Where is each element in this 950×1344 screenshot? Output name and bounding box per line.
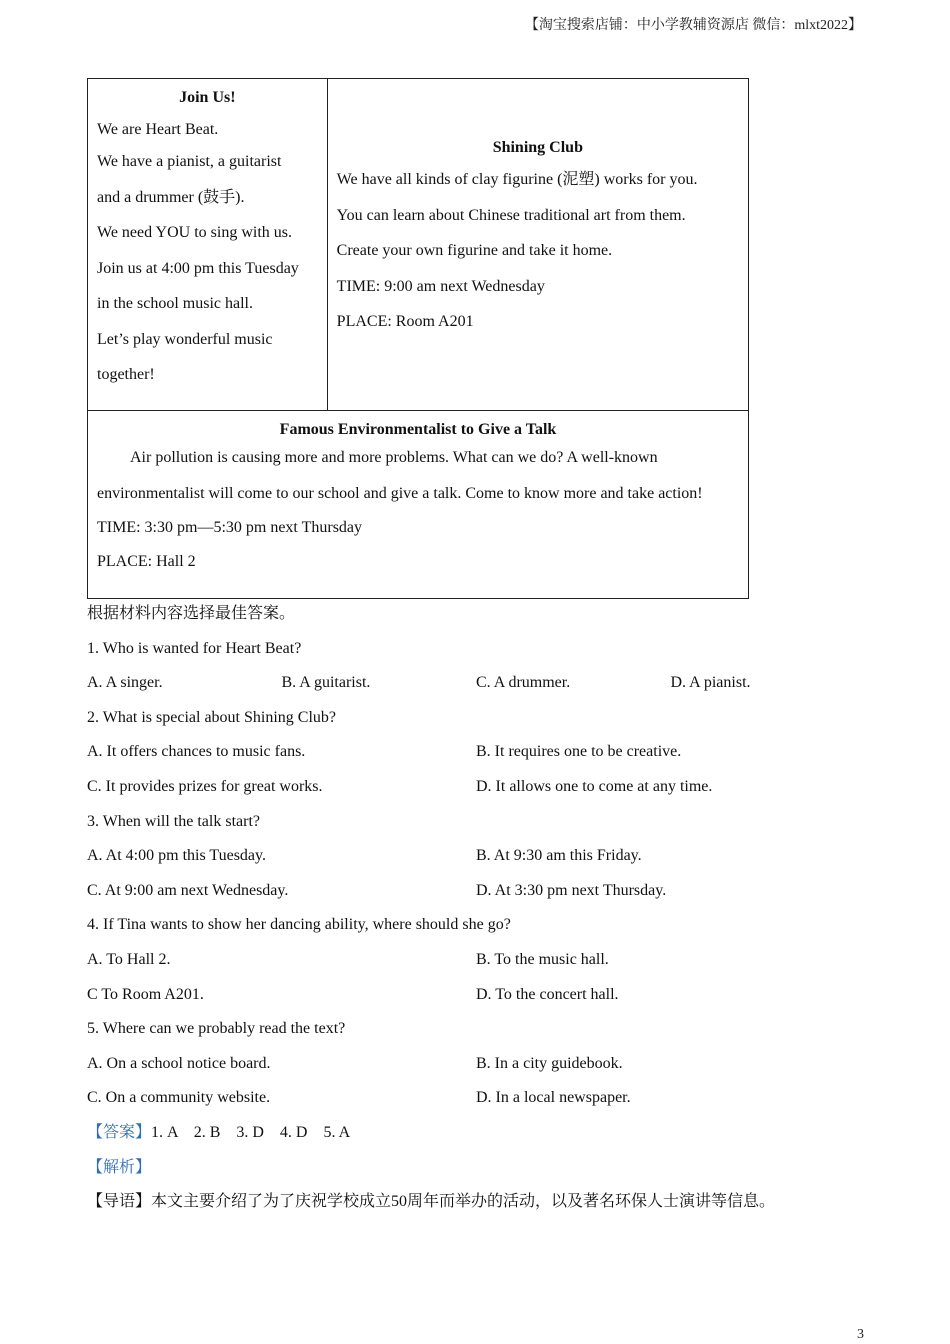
- guide-line: [87, 1185, 867, 1220]
- option: C. It provides prizes for great works.: [87, 777, 323, 795]
- option: B. In a city guidebook.: [476, 1054, 623, 1072]
- answer-text: 1. A 2. B 3. D 4. D 5. A: [151, 1123, 351, 1141]
- posters-table: [87, 78, 749, 599]
- question-5-options-row1: [87, 1047, 867, 1082]
- question-4-options-row2: [87, 978, 867, 1013]
- question-3-options-row1: [87, 839, 867, 874]
- heart-beat-line: We are Heart Beat.: [97, 121, 219, 138]
- shining-club-line: Create your own figurine and take it home.: [336, 242, 613, 259]
- option: C. At 9:00 am next Wednesday.: [87, 881, 289, 899]
- question-4-options-row1: [87, 943, 867, 978]
- header-note: 【淘宝搜索店铺：中小学教辅资源店 微信：mlxt2022】: [524, 18, 862, 33]
- option: B. To the music hall.: [476, 950, 609, 968]
- option: A. To Hall 2.: [87, 950, 171, 968]
- option: C To Room A201.: [87, 985, 204, 1003]
- page-number: 3: [857, 1327, 864, 1342]
- talk-body-continued: environmentalist will come to our school and give a talk. Come to know more and take action!: [97, 485, 703, 502]
- question-3-options-row2: [87, 874, 867, 909]
- talk-time: TIME: 3:30 pm—5:30 pm next Thursday: [97, 519, 363, 536]
- heart-beat-line: Let’s play wonderful music: [97, 330, 273, 348]
- question-5: 5. Where can we probably read the text?: [87, 1020, 346, 1038]
- option: A. It offers chances to music fans.: [87, 743, 306, 761]
- option: D. To the concert hall.: [476, 985, 619, 1003]
- questions-section: [87, 597, 867, 1220]
- heart-beat-line: Join us at 4:00 pm this Tuesday: [97, 259, 299, 277]
- instruction: 根据材料内容选择最佳答案。: [87, 605, 296, 622]
- heart-beat-title: Join Us!: [179, 89, 236, 106]
- option: C. A drummer.: [476, 674, 571, 692]
- analysis-line: [87, 1151, 867, 1186]
- answer-line: [87, 1116, 867, 1151]
- talk-poster: [88, 411, 749, 599]
- question-2-options-row1: [87, 735, 867, 770]
- heart-beat-line: in the school music hall.: [97, 295, 253, 312]
- question-1-options: [87, 666, 867, 701]
- heart-beat-line: We need YOU to sing with us.: [97, 224, 292, 241]
- shining-club-line: TIME: 9:00 am next Wednesday: [336, 277, 545, 295]
- option: D. In a local newspaper.: [476, 1089, 631, 1107]
- shining-club-title: Shining Club: [492, 139, 583, 156]
- option: A. A singer.: [87, 674, 163, 692]
- question-5-options-row2: [87, 1081, 867, 1116]
- analysis-label: 【解析】: [87, 1158, 152, 1176]
- shining-club-line: We have all kinds of clay figurine (泥塑) works for you.: [336, 171, 698, 188]
- question-4: 4. If Tina wants to show her dancing ability, where should she go?: [87, 916, 511, 934]
- option: B. It requires one to be creative.: [476, 743, 682, 761]
- shining-club-line: PLACE: Room A201: [336, 313, 474, 330]
- question-2-options-row2: [87, 770, 867, 805]
- option: D. It allows one to come at any time.: [476, 777, 713, 795]
- answer-label: 【答案】: [87, 1123, 152, 1141]
- heart-beat-line: We have a pianist, a guitarist: [97, 153, 282, 170]
- question-1: 1. Who is wanted for Heart Beat?: [87, 639, 302, 657]
- heart-beat-poster: [88, 79, 328, 411]
- shining-club-poster: [327, 79, 748, 411]
- option: D. A pianist.: [670, 674, 751, 692]
- heart-beat-line: and a drummer (鼓手).: [97, 188, 245, 206]
- option: C. On a community website.: [87, 1089, 271, 1107]
- question-3: 3. When will the talk start?: [87, 812, 260, 830]
- talk-body: Air pollution is causing more and more problems. What can we do? A well-known: [130, 449, 658, 466]
- talk-title: Famous Environmentalist to Give a Talk: [279, 421, 557, 438]
- question-2: 2. What is special about Shining Club?: [87, 708, 337, 726]
- guide-label: 【导语】: [87, 1193, 152, 1211]
- talk-place: PLACE: Hall 2: [97, 553, 196, 570]
- heart-beat-line: together!: [97, 366, 155, 383]
- option: B. At 9:30 am this Friday.: [476, 847, 642, 865]
- option: D. At 3:30 pm next Thursday.: [476, 881, 667, 899]
- option: B. A guitarist.: [281, 674, 371, 692]
- guide-text: 本文主要介绍了为了庆祝学校成立50周年而举办的活动，以及著名环保人士演讲等信息。: [151, 1193, 776, 1211]
- option: A. At 4:00 pm this Tuesday.: [87, 847, 266, 865]
- shining-club-line: You can learn about Chinese traditional art from them.: [336, 206, 686, 224]
- option: A. On a school notice board.: [87, 1054, 271, 1072]
